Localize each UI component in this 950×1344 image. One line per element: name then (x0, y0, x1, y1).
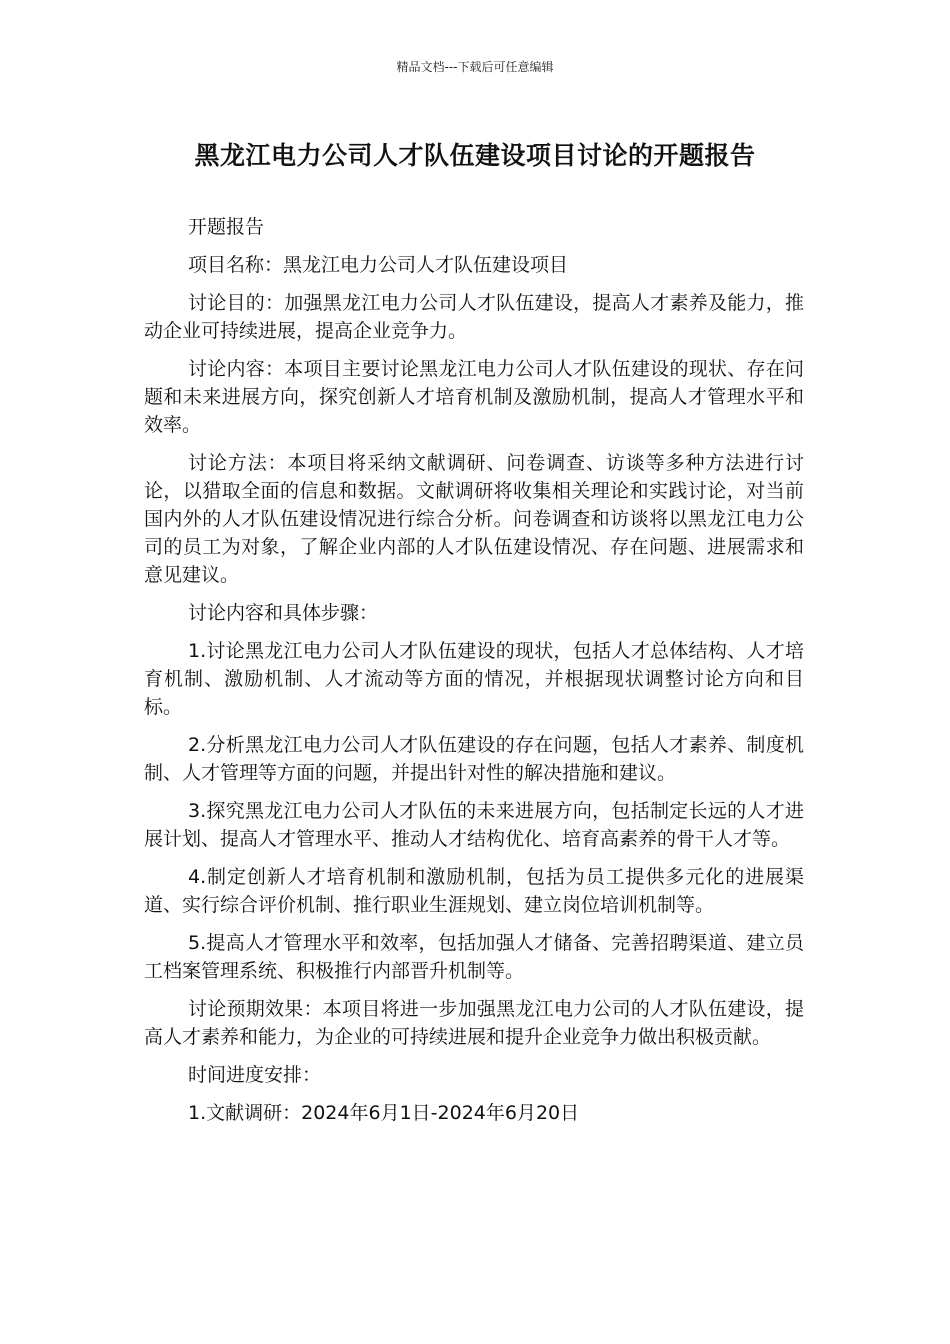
paragraph-step-3: 3.探究黑龙江电力公司人才队伍的未来进展方向，包括制定长远的人才进展计划、提高人才管理水平、推动人才结构优化、培育高素养的骨干人才等。 (144, 800, 804, 850)
paragraph-step-4: 4.制定创新人才培育机制和激励机制，包括为员工提供多元化的进展渠道、实行综合评价机制、推行职业生涯规划、建立岗位培训机制等。 (144, 866, 804, 916)
document-body (144, 213, 804, 1137)
paragraph-step-2: 2.分析黑龙江电力公司人才队伍建设的存在问题，包括人才素养、制度机制、人才管理等方面的问题，并提出针对性的解决措施和建议。 (144, 734, 804, 784)
page-header-note: 精品文档---下载后可任意编辑 (396, 60, 554, 74)
paragraph-objective: 讨论目的：加强黑龙江电力公司人才队伍建设，提高人才素养及能力，推动企业可持续进展，提高企业竞争力。 (144, 292, 804, 342)
paragraph-step-5: 5.提高人才管理水平和效率，包括加强人才储备、完善招聘渠道、建立员工档案管理系统、积极推行内部晋升机制等。 (144, 932, 804, 982)
paragraph-project-name: 项目名称：黑龙江电力公司人才队伍建设项目 (188, 254, 569, 276)
paragraph-schedule-1: 1.文献调研：2024年6月1日-2024年6月20日 (188, 1102, 580, 1124)
paragraph-expected-results: 讨论预期效果：本项目将进一步加强黑龙江电力公司的人才队伍建设，提高人才素养和能力，为企业的可持续进展和提升企业竞争力做出积极贡献。 (144, 998, 804, 1048)
paragraph-content: 讨论内容：本项目主要讨论黑龙江电力公司人才队伍建设的现状、存在问题和未来进展方向，探究创新人才培育机制及激励机制，提高人才管理水平和效率。 (144, 358, 804, 436)
paragraph-methods: 讨论方法：本项目将采纳文献调研、问卷调查、访谈等多种方法进行讨论，以猎取全面的信息和数据。文献调研将收集相关理论和实践讨论，对当前国内外的人才队伍建设情况进行综合分析。问卷调查和访谈将以黑龙江电力公司的员工为对象，了解企业内部的人才队伍建设情况、存在问题、进展需求和意见建议。 (144, 452, 804, 586)
paragraph-schedule-heading: 时间进度安排： (188, 1064, 322, 1086)
paragraph-step-1: 1.讨论黑龙江电力公司人才队伍建设的现状，包括人才总体结构、人才培育机制、激励机制、人才流动等方面的情况，并根据现状调整讨论方向和目标。 (144, 640, 804, 718)
paragraph-steps-heading: 讨论内容和具体步骤： (188, 602, 379, 624)
document-title: 黑龙江电力公司人才队伍建设项目讨论的开题报告 (194, 141, 756, 170)
paragraph-report-label: 开题报告 (188, 216, 265, 238)
